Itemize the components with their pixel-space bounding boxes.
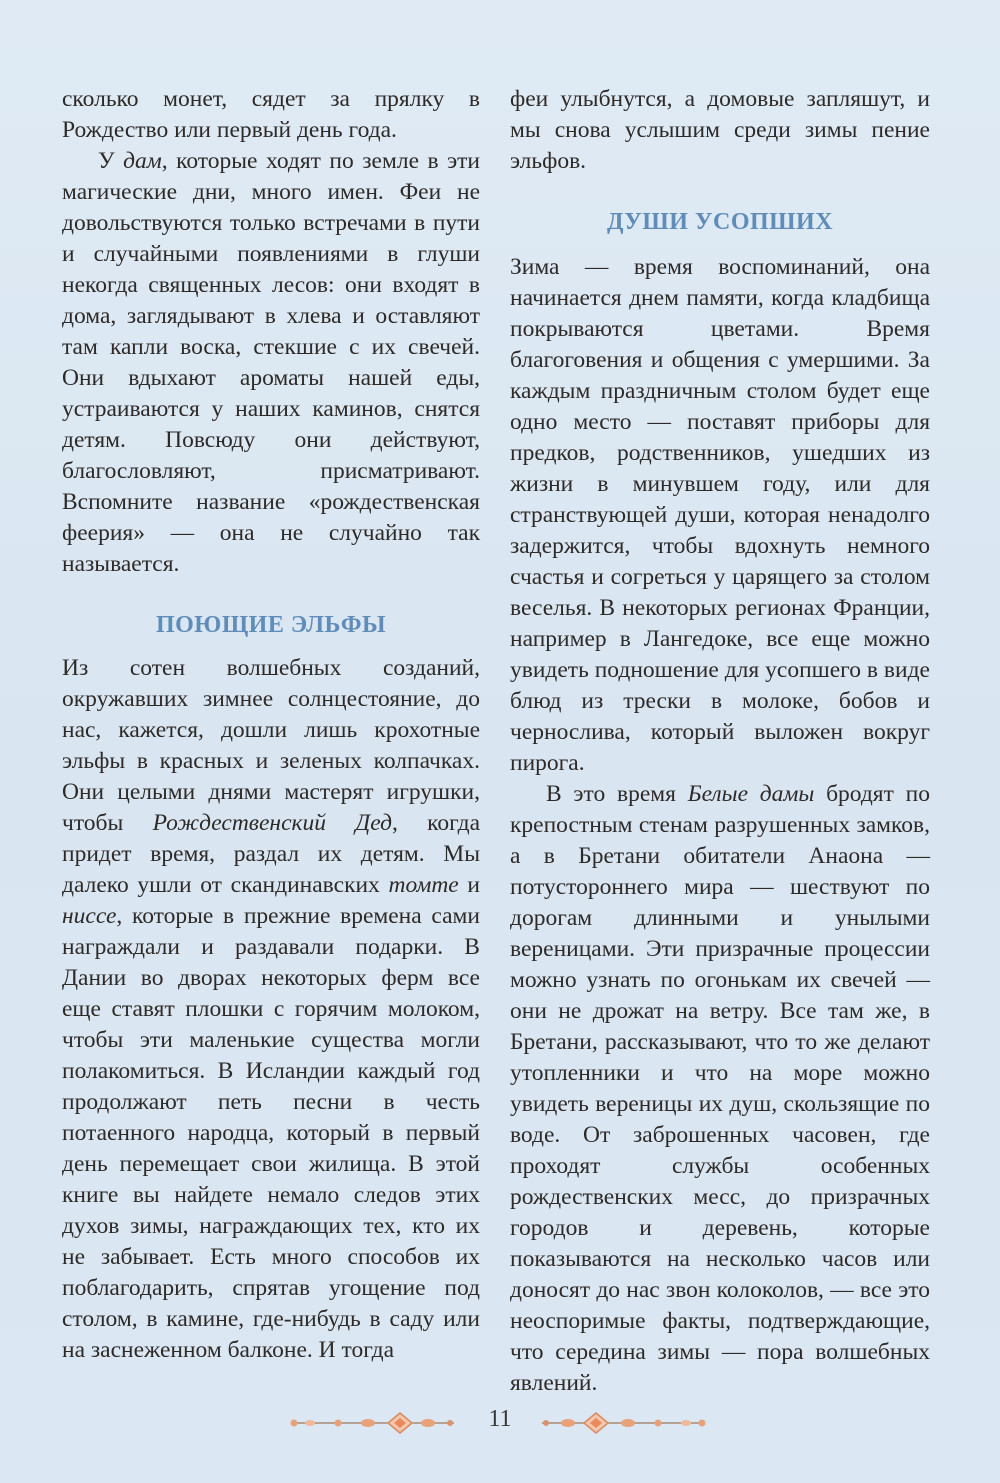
section-heading: ПОЮЩИЕ ЭЛЬФЫ (155, 612, 387, 638)
right-column (510, 84, 930, 1399)
bead-string-ornament-icon (538, 1412, 708, 1434)
paragraph: У дам, которые ходят по земле в эти магические дни, много имен. Феи не довольствуются только встречами в пути и случайными появлениями в глуши некогда священных лесов: они входят в дома, заглядывают в хлева и оставляют там капли воска, стекшие с их свечей. Они вдыхают ароматы нашей еды, устраиваются у наших каминов, снятся детям. Повсюду они действуют, благословляют, присматривают. Вспомните название «рождественская феерия» — она не случайно так называется. (62, 148, 481, 577)
paragraph: сколько монет, сядет за прялку в Рождество или первый день года. (62, 86, 480, 143)
page-footer (0, 1402, 1000, 1442)
paragraph: В это время Белые дамы бродят по крепостным стенам разрушенных замков, а в Бретани обитатели Анаона — потустороннего мира — шествуют по дорогам длинными и унылыми вереницами. Эти призрачные процессии можно узнать по огонькам их свечей — они не дрожат на ветру. Все там же, в Бретани, рассказывают, что то же делают утопленники и что на море можно увидеть вереницы их душ, скользящие по воде. От заброшенных часовен, где проходят службы особенных рождественских месс, до призрачных городов и деревень, которые показываются на несколько часов или доносят до нас звон колоколов, — все это неоспоримые факты, подтверждающие, что середина зимы — пора волшебных явлений. (510, 781, 930, 1396)
bead-string-ornament-icon (288, 1412, 458, 1434)
left-column (62, 84, 480, 1366)
paragraph: феи улыбнутся, а домовые запляшут, и мы снова услышим среди зимы пение эльфов. (510, 86, 930, 174)
section-heading: ДУШИ УСОПШИХ (606, 209, 834, 235)
paragraph: Из сотен волшебных созданий, окружавших зимнее солнцестояние, до нас, кажется, дошли лишь крохотные эльфы в красных и зеленых колпачках. Они целыми днями мастерят игрушки, чтобы Рождественский Дед, когда придет время, раздал их детям. Мы далеко ушли от скандинавских томте и ниссе, которые в прежние времена сами награждали и раздавали подарки. В Дании во дворах некоторых ферм все еще ставят плошки с горячим молоком, чтобы эти маленькие существа могли полакомиться. В Исландии каждый год продолжают петь песни в честь потаенного народца, который в первый день перемещает свои жилища. В этой книге вы найдете немало следов этих духов зимы, награждающих тех, кто их не забывает. Есть много способов их поблагодарить, спрятав угощение под столом, в камине, где-нибудь в саду или на заснеженном балконе. И тогда (62, 655, 480, 1363)
paragraph: Зима — время воспоминаний, она начинается днем памяти, когда кладбища покрываются цветами. Время благоговения и общения с умершими. За каждым праздничным столом будет еще одно место — поставят приборы для предков, родственников, ушедших из жизни в минувшем году, или для странствующей души, которая ненадолго задержится, чтобы вдохнуть немного счастья и согреться у царящего за столом веселья. В некоторых регионах Франции, например в Лангедоке, все еще можно увидеть подношение для усопшего в виде блюд из трески в молоке, бобов и чернослива, который выложен вокруг пирога. (510, 254, 930, 776)
page-number: 11 (488, 1406, 512, 1432)
